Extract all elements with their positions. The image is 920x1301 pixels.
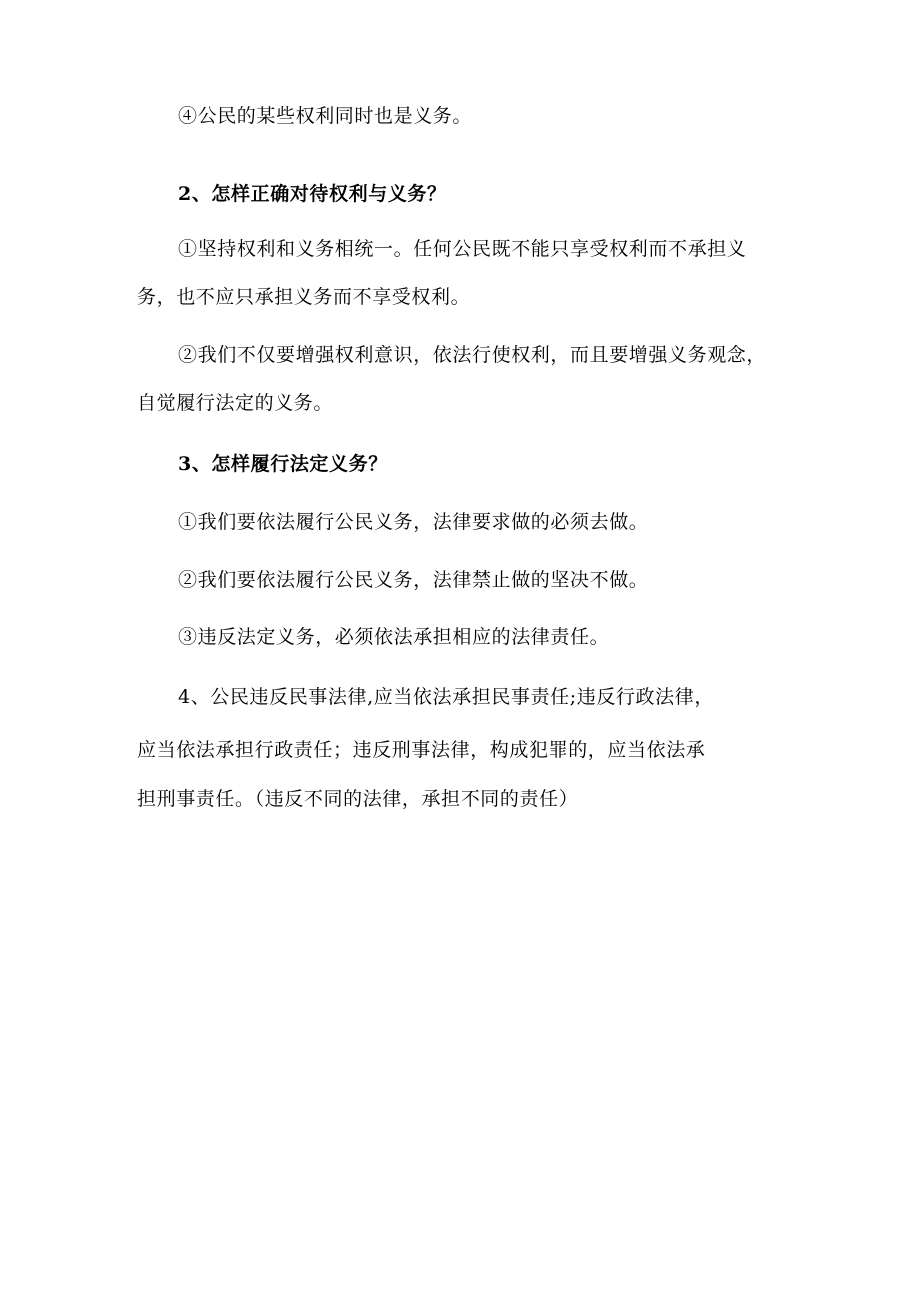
section-4-line-2: 应当依法承担行政责任；违反刑事法律，构成犯罪的，应当依法承 (137, 739, 706, 761)
item-4-text: ④公民的某些权利同时也是义务。 (178, 105, 473, 127)
section-2-paragraph-1-line-1: ①坚持权利和义务相统一。任何公民既不能只享受权利而不承担义 (178, 238, 747, 260)
section-3-paragraph-3: ③违反法定义务，必须依法承担相应的法律责任。 (178, 626, 610, 648)
section-4-line-3: 担刑事责任。（违反不同的法律，承担不同的责任） (137, 788, 579, 810)
section-2-heading: 2、怎样正确对待权利与义务？ (178, 183, 447, 205)
section-2-paragraph-2-line-1: ②我们不仅要增强权利意识，依法行使权利，而且要增强义务观念， (178, 344, 767, 366)
section-2-paragraph-1-line-2: 务，也不应只承担义务而不享受权利。 (137, 286, 471, 308)
section-2-paragraph-2-line-2: 自觉履行法定的义务。 (137, 392, 334, 414)
section-3-heading: 3、怎样履行法定义务？ (178, 453, 388, 475)
section-3-paragraph-2: ②我们要依法履行公民义务，法律禁止做的坚决不做。 (178, 569, 649, 591)
section-4-line-1: 4、公民违反民事法律,应当依法承担民事责任;违反行政法律， (178, 686, 714, 708)
section-3-paragraph-1: ①我们要依法履行公民义务，法律要求做的必须去做。 (178, 511, 649, 533)
